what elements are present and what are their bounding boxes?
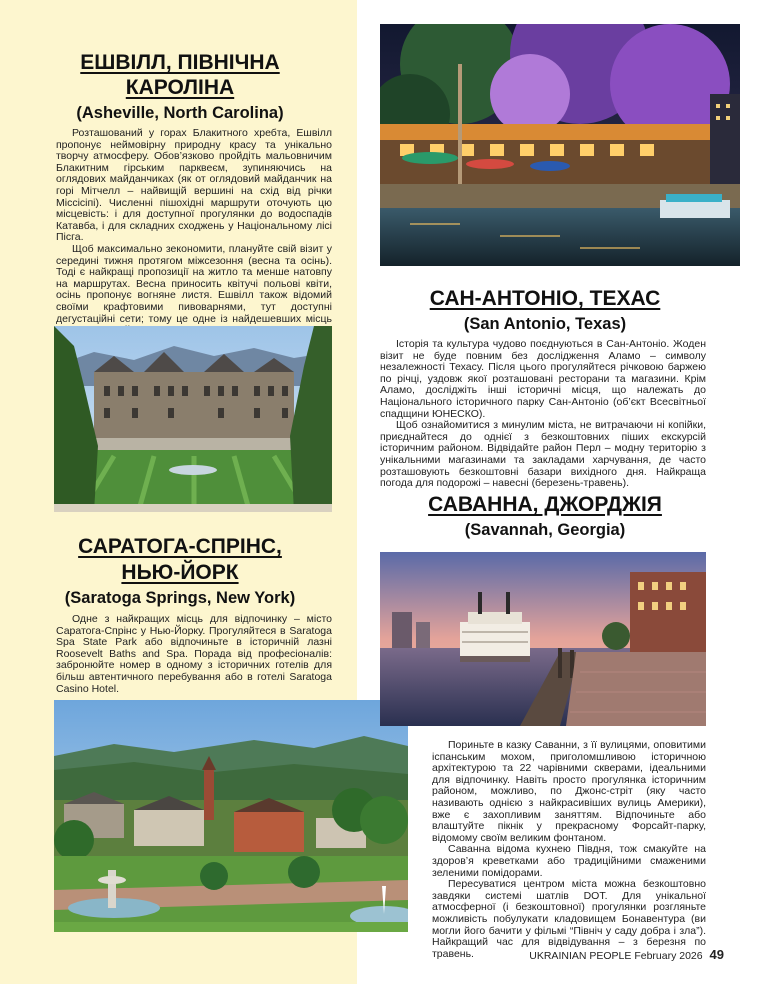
asheville-photo <box>54 326 332 512</box>
savannah-title: САВАННА, ДЖОРДЖІЯ <box>428 493 662 516</box>
page-footer <box>529 947 724 962</box>
savannah-photo <box>380 552 706 726</box>
san-antonio-subtitle: (San Antonio, Texas) <box>463 315 627 333</box>
asheville-title-line2: КАРОЛІНА <box>125 76 235 99</box>
savannah-subtitle: (Savannah, Georgia) <box>464 521 626 539</box>
asheville-title-line1: ЕШВІЛЛ, ПІВНІЧНА <box>80 51 280 74</box>
savannah-body <box>432 740 706 960</box>
saratoga-title-line2: НЬЮ-ЙОРК <box>121 561 239 584</box>
asheville-body <box>56 128 332 337</box>
saratoga-subtitle: (Saratoga Springs, New York) <box>64 589 296 607</box>
footer-issue: February 2026 <box>634 950 703 962</box>
savannah-paragraph: Саванна відома кухнею Півдня, тож смакуйте на здоров’я креветками або традиційними смаженими зеленими помідорами. <box>432 843 706 879</box>
savannah-paragraph: Пориньте в казку Саванни, з її вулицями, оповитими іспанським мохом, приголомшливою історичною архітектурою та 22 чарівними скверами, ідеальними для відпочинку. Навіть просто прогулянка історичним районом, можливо, по Джонс-стріт (яку часто називають однією з найкрасивіших вулиць Америки), вже є захопливим заняттям. Відпочиньте або влаштуйте пікнік у прекрасному Форсайт-парку, відомому своїм великим фонтаном. <box>432 739 706 844</box>
saratoga-body <box>56 614 332 695</box>
saratoga-title <box>40 534 320 586</box>
san-antonio-paragraph: Щоб ознайомитися з минулим міста, не витрачаючи ні копійки, приєднайтеся до однієї з безкоштовних піших екскурсій історичним районом. Відвідайте район Перл – модну територію з унікальними магазинами та закладами харчування, де часто розташовують безкоштовні базари вихідного дня. Найкраща погода для подорожі – навесні (березень-травень). <box>380 419 706 490</box>
san-antonio-title: САН-АНТОНІО, ТЕХАС <box>429 287 661 310</box>
san-antonio-paragraph: Історія та культура чудово поєднуються в Сан-Антоніо. Жоден візит не буде повним без дослідження Аламо – символу незалежності Техасу. Після цього прогуляйтеся річковою баржею по річці, уздовж якої розташовані ресторани та магазини. Крім Аламо, досліджіть інші історичні місця, що належать до Національного історичного парку Сан-Антоніо (об’єкт Всесвітньої спадщини ЮНЕСКО). <box>380 338 706 420</box>
saratoga-paragraph: Одне з найкращих місць для відпочинку – місто Саратога-Спрінс у Нью-Йорку. Прогуляйтеся в Saratoga Spa State Park або відпочиньте в історичній лазні Roosevelt Baths and Spa. Порада від професіоналів: забронюйте номер в одному з історичних готелів для більш автентичного перебування або в готелі Saratoga Casino Hotel. <box>56 613 332 695</box>
saratoga-photo <box>54 700 408 932</box>
savannah-paragraph: Пересуватися центром міста можна безкоштовно завдяки системі шатлів DOT. Для унікальної атмосферної (і безкоштовної) прогулянки розгляньте можливість побулукати кладовищем Бонавентура (ви могли його бачити у фільмі “Північ у саду добра і зла”). Найкращий час для відвідування – з березня по травень. <box>432 878 706 960</box>
asheville-title <box>40 50 320 100</box>
asheville-subtitle: (Asheville, North Carolina) <box>76 104 284 122</box>
san-antonio-body <box>380 339 706 490</box>
footer-magazine: UKRAINIAN PEOPLE <box>529 950 632 962</box>
san-antonio-photo <box>380 24 740 266</box>
page-number: 49 <box>709 947 724 962</box>
saratoga-title-line1: САРАТОГА-СПРІНС, <box>78 535 282 558</box>
asheville-paragraph: Розташований у горах Блакитного хребта, Ешвілл пропонує неймовірну природну красу та унікально творчу атмосферу. Обов’язково пройдіть мальовничим Блакитним гірським парквеєм, зупиняючись на оглядових майданчиках (як от оглядовий майданчик на горі Мітчелл – найвищій вершині на схід від річки Міссісіпі). Численні пішохідні маршрути оточують цю місцевість: і для доступної прогулянки до водоспадів Катавба, і для складних сходжень у Національному лісі Пісга. <box>56 127 332 244</box>
asheville-paragraph: Щоб максимально зекономити, плануйте свій візит у середині тижня протягом міжсезоння (весна та осінь). Тоді є найкращі пропозиції на житло та менше натовпу на маршрутах. Весна приносить квітучі польові квіти, осінь пропонує вогняне листя. Ешвілл також відомий своїми крафтовими пивоварнями, тут доступні дегустаційні сети; тому це одне із найдешевших місць <box>56 242 332 325</box>
